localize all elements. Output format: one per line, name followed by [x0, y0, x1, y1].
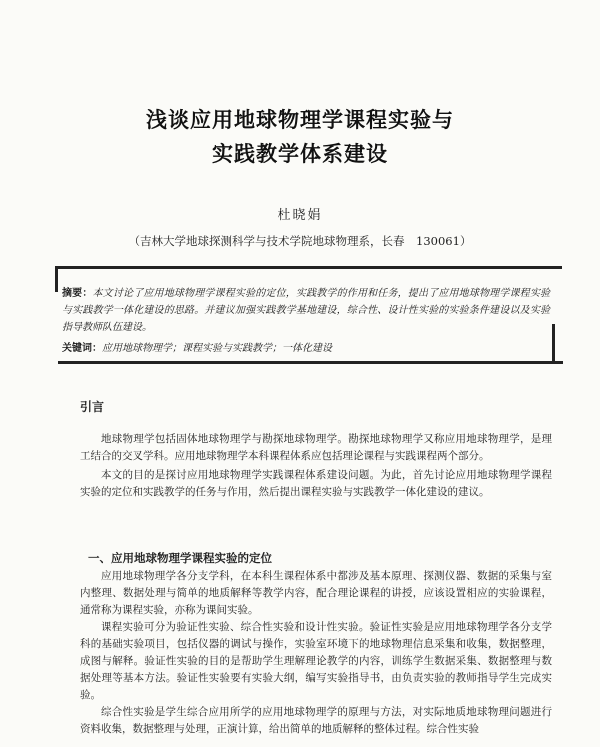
keywords-line	[62, 340, 550, 357]
keywords-text: 应用地球物理学；课程实验与实践教学；一体化建设	[102, 343, 332, 354]
abstract-frame-left	[55, 266, 58, 292]
paper-title-line-1: 浅谈应用地球物理学课程实验与	[146, 108, 454, 132]
section-1-heading: 一、应用地球物理学课程实验的定位	[88, 551, 272, 565]
abstract-label: 摘要：	[62, 288, 93, 299]
author-affiliation: （吉林大学地球探测科学与技术学院地球物理系，长春 130061）	[128, 234, 472, 248]
intro-body	[80, 431, 552, 501]
section-1-paragraph-1: 应用地球物理学各分支学科，在本科生课程体系中都涉及基本原理、探测仪器、数据的采集与室内整理、数据处理与简单的地质解释等教学内容，配合理论课程的讲授，应该设置相应的实验课程，通常称为课程实验，亦称为课间实验。	[80, 570, 552, 616]
abstract-paragraph	[62, 285, 550, 336]
intro-paragraph-1: 地球物理学包括固体地球物理学与勘探地球物理学。勘探地球物理学又称应用地球物理学，是理工结合的交叉学科。应用地球物理学本科课程体系应包括理论课程与实践课程两个部分。	[80, 433, 552, 462]
abstract-frame-right	[552, 324, 555, 364]
author-name: 杜晓娟	[277, 208, 323, 223]
abstract-box	[62, 285, 550, 357]
section-1-paragraph-3: 综合性实验是学生综合应用所学的应用地球物理学的原理与方法，对实际地质地球物理问题进行资料收集，数据整理与处理，正演计算，给出简单的地质解释的整体过程。综合性实验	[80, 706, 552, 735]
section-1-body	[80, 568, 552, 738]
keywords-label: 关键词：	[62, 343, 102, 354]
paper-title-line-2: 实践教学体系建设	[212, 142, 388, 166]
intro-paragraph-2: 本文的目的是探讨应用地球物理学实践课程体系建设问题。为此，首先讨论应用地球物理学课程实验的定位和实践教学的任务与作用，然后提出课程实验与实践教学一体化建设的建议。	[80, 469, 552, 498]
abstract-text: 本文讨论了应用地球物理学课程实验的定位，实践教学的作用和任务，提出了应用地球物理学课程实验与实践教学一体化建设的思路。并建议加强实践教学基地建设，综合性、设计性实验的实验条件建设以及实验指导教师队伍建设。	[62, 288, 551, 333]
abstract-frame-bottom	[58, 361, 563, 364]
abstract-frame-top	[55, 266, 562, 269]
section-1-paragraph-2: 课程实验可分为验证性实验、综合性实验和设计性实验。验证性实验是应用地球物理学各分支学科的基础实验项目，包括仪器的调试与操作，实验室环境下的地球物理信息采集和收集，数据整理，成图与解释。验证性实验的目的是帮助学生理解理论教学的内容，训练学生数据采集、数据整理与数据处理等基本方法。验证性实验要有实验大纲，编写实验指导书，由负责实验的教师指导学生完成实验。	[80, 621, 552, 701]
intro-heading: 引言	[80, 400, 105, 414]
